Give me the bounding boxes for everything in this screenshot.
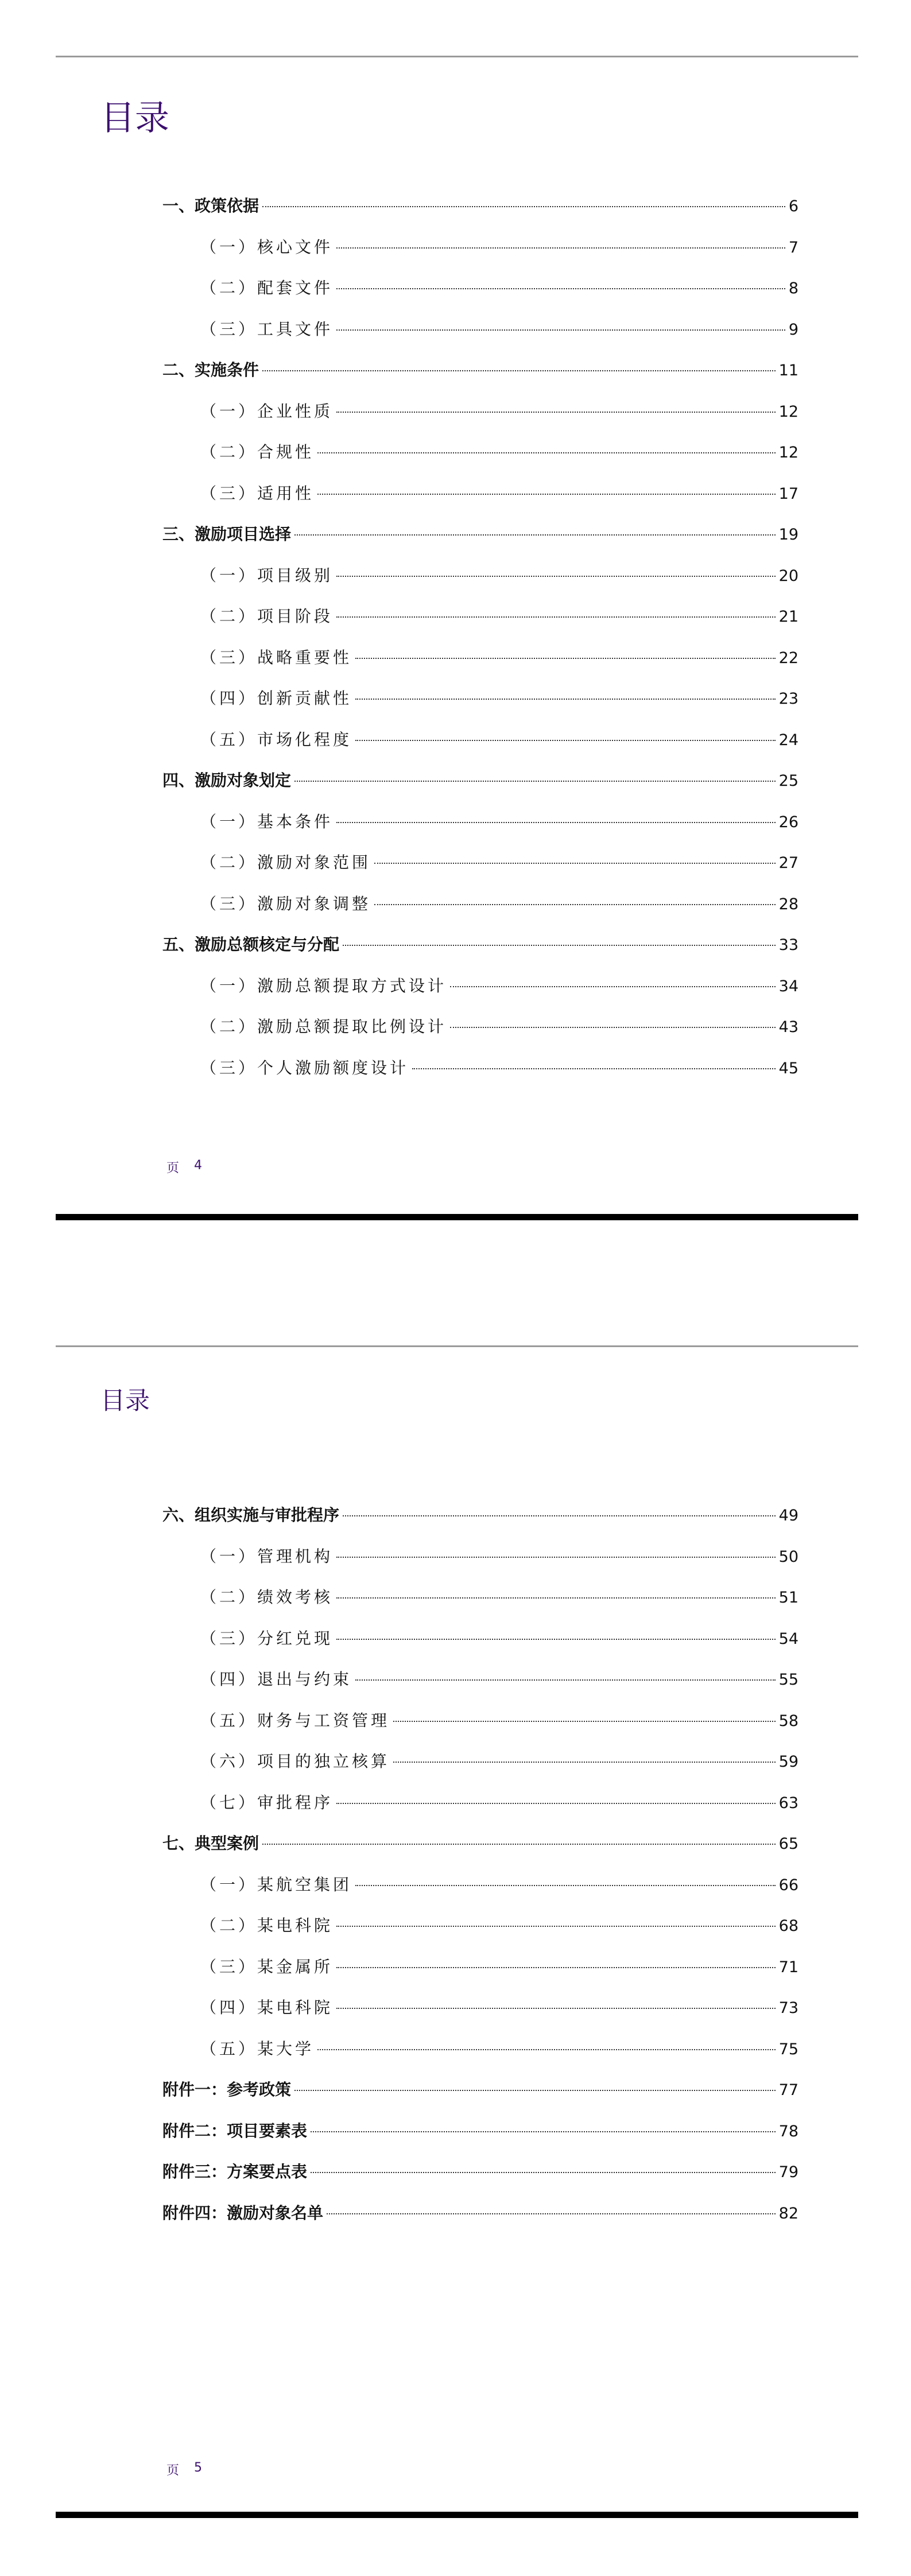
toc-entry[interactable] — [162, 522, 798, 563]
toc-entry-page-number: 8 — [788, 280, 798, 297]
toc-entry-title: 七、典型案例 — [162, 1834, 259, 1853]
toc-entry-page-number: 54 — [778, 1630, 798, 1648]
toc-entry[interactable] — [162, 1995, 798, 2036]
toc-entry-title: （二）激励对象范围 — [200, 853, 371, 872]
toc-entry-title: （四）创新贡献性 — [200, 689, 352, 708]
toc-dot-leader — [336, 822, 776, 823]
toc-entry[interactable] — [162, 1708, 798, 1749]
toc-dot-leader — [355, 699, 776, 700]
toc-entry-page-number: 78 — [778, 2122, 798, 2140]
toc-dot-leader — [311, 2172, 776, 2173]
toc-entry-page-number: 26 — [778, 813, 798, 831]
toc-entry-title: （一）激励总额提取方式设计 — [200, 976, 447, 995]
toc-dot-leader — [262, 206, 785, 207]
toc-entry-title: （二）激励总额提取比例设计 — [200, 1017, 447, 1036]
toc-entry-title: 五、激励总额核定与分配 — [162, 935, 340, 954]
toc-entry[interactable] — [162, 2119, 798, 2160]
toc-entry-title: （六）项目的独立核算 — [200, 1752, 390, 1771]
footer-page-label: 页 — [166, 1161, 180, 1176]
toc-entry-page-number: 27 — [778, 854, 798, 872]
toc-dot-leader — [336, 1639, 776, 1640]
toc-dot-leader — [317, 2049, 776, 2050]
page-footer — [166, 2461, 202, 2478]
toc-entry[interactable] — [162, 973, 798, 1015]
toc-entry[interactable] — [162, 399, 798, 440]
toc-entry-page-number: 25 — [778, 772, 798, 790]
toc-entry-page-number: 49 — [778, 1507, 798, 1524]
toc-entry[interactable] — [162, 1749, 798, 1790]
toc-dot-leader — [294, 781, 776, 782]
toc-dot-leader — [355, 658, 776, 659]
toc-dot-leader — [317, 452, 776, 453]
toc-entry-title: 附件四：激励对象名单 — [162, 2203, 324, 2222]
toc-entry[interactable] — [162, 2077, 798, 2119]
toc-entry-page-number: 58 — [778, 1712, 798, 1730]
toc-entry-title: （四）某电科院 — [200, 1998, 334, 2017]
toc-entry-page-number: 12 — [778, 402, 798, 421]
toc-list — [162, 1503, 798, 2241]
toc-dot-leader — [450, 1027, 776, 1028]
toc-entry-title: 附件二：项目要素表 — [162, 2121, 308, 2140]
toc-entry-title: （三）个人激励额度设计 — [200, 1058, 409, 1077]
toc-entry-title: （一）基本条件 — [200, 812, 334, 831]
toc-entry-title: 四、激励对象划定 — [162, 771, 292, 790]
toc-entry[interactable] — [162, 1954, 798, 1996]
toc-entry[interactable] — [162, 2036, 798, 2078]
toc-entry-page-number: 6 — [788, 197, 798, 215]
toc-dot-leader — [294, 2090, 776, 2091]
toc-entry[interactable] — [162, 768, 798, 809]
toc-entry[interactable] — [162, 1872, 798, 1914]
toc-entry-page-number: 82 — [778, 2204, 798, 2222]
toc-dot-leader — [355, 1885, 776, 1886]
page-bottom-rule — [56, 1214, 858, 1220]
toc-entry-title: 三、激励项目选择 — [162, 525, 292, 544]
toc-entry-title: 附件三：方案要点表 — [162, 2162, 308, 2181]
toc-entry-title: （一）核心文件 — [200, 237, 334, 257]
toc-entry-title: （五）市场化程度 — [200, 730, 352, 749]
toc-entry[interactable] — [162, 317, 798, 358]
toc-entry-title: （三）战略重要性 — [200, 647, 352, 667]
page-top-rule — [56, 56, 858, 57]
toc-entry-page-number: 12 — [778, 444, 798, 461]
toc-dot-leader — [336, 412, 776, 413]
toc-entry-title: （三）某金属所 — [200, 1957, 334, 1976]
toc-entry-page-number: 11 — [778, 362, 798, 379]
toc-entry-title: 附件一：参考政策 — [162, 2080, 292, 2099]
toc-entry-title: （一）管理机构 — [200, 1546, 334, 1566]
toc-dot-leader — [374, 904, 776, 905]
toc-dot-leader — [336, 1967, 776, 1968]
toc-entry-title: （五）财务与工资管理 — [200, 1710, 390, 1730]
toc-entry-page-number: 79 — [778, 2163, 798, 2181]
toc-dot-leader — [393, 1762, 776, 1763]
toc-dot-leader — [374, 863, 776, 864]
toc-entry-title: （二）某电科院 — [200, 1916, 334, 1935]
toc-entry-page-number: 17 — [778, 484, 798, 503]
toc-dot-leader — [311, 2131, 776, 2132]
toc-entry-page-number: 66 — [778, 1876, 798, 1894]
toc-entry[interactable] — [162, 727, 798, 769]
toc-entry-page-number: 75 — [778, 2040, 798, 2058]
footer-page-number: 4 — [194, 1158, 203, 1173]
page-top-rule — [56, 1345, 858, 1347]
toc-dot-leader — [336, 1557, 776, 1558]
toc-entry-page-number: 21 — [778, 608, 798, 626]
toc-entry-page-number: 22 — [778, 649, 798, 667]
toc-dot-leader — [355, 1679, 776, 1681]
footer-page-label: 页 — [166, 2464, 180, 2478]
toc-entry[interactable] — [162, 235, 798, 276]
toc-entry-title: （三）适用性 — [200, 483, 315, 503]
toc-entry[interactable] — [162, 2201, 798, 2242]
toc-list — [162, 193, 798, 1096]
toc-entry-page-number: 43 — [778, 1018, 798, 1036]
toc-entry[interactable] — [162, 1503, 798, 1544]
toc-entry-page-number: 20 — [778, 567, 798, 585]
toc-dot-leader — [412, 1068, 776, 1069]
toc-entry[interactable] — [162, 1585, 798, 1626]
toc-heading: 目录 — [100, 1387, 150, 1415]
toc-entry-page-number: 73 — [778, 1999, 798, 2017]
toc-entry[interactable] — [162, 1014, 798, 1056]
toc-entry-page-number: 50 — [778, 1547, 798, 1566]
toc-dot-leader — [294, 534, 776, 536]
toc-entry[interactable] — [162, 440, 798, 481]
footer-page-number: 5 — [194, 2461, 203, 2475]
toc-entry-title: （二）项目阶段 — [200, 607, 334, 626]
page-footer — [166, 1158, 202, 1176]
toc-entry-title: （二）配套文件 — [200, 278, 334, 297]
toc-entry-page-number: 55 — [778, 1671, 798, 1689]
toc-dot-leader — [336, 329, 785, 331]
toc-entry-page-number: 63 — [778, 1794, 798, 1812]
toc-entry-title: 一、政策依据 — [162, 196, 259, 215]
toc-entry[interactable] — [162, 1790, 798, 1832]
toc-entry[interactable] — [162, 2159, 798, 2201]
toc-dot-leader — [336, 1597, 776, 1599]
toc-entry-page-number: 23 — [778, 690, 798, 708]
toc-entry[interactable] — [162, 193, 798, 235]
toc-entry-page-number: 33 — [778, 936, 798, 954]
toc-entry[interactable] — [162, 1544, 798, 1585]
toc-dot-leader — [336, 2008, 776, 2009]
toc-entry-page-number: 45 — [778, 1059, 798, 1077]
toc-entry[interactable] — [162, 891, 798, 933]
toc-entry-page-number: 77 — [778, 2081, 798, 2099]
toc-entry[interactable] — [162, 358, 798, 399]
toc-entry[interactable] — [162, 850, 798, 891]
toc-dot-leader — [336, 288, 785, 289]
toc-entry-page-number: 71 — [778, 1958, 798, 1976]
toc-dot-leader — [262, 1844, 776, 1845]
toc-entry-title: （三）激励对象调整 — [200, 894, 371, 913]
toc-entry-title: （五）某大学 — [200, 2039, 315, 2058]
toc-entry-page-number: 28 — [778, 895, 798, 913]
toc-entry-title: （三）工具文件 — [200, 319, 334, 339]
toc-dot-leader — [317, 494, 776, 495]
toc-entry[interactable] — [162, 1913, 798, 1954]
toc-dot-leader — [450, 986, 776, 987]
toc-dot-leader — [336, 1926, 776, 1927]
document-page-5 — [0, 1288, 911, 2576]
toc-dot-leader — [393, 1721, 776, 1722]
toc-entry-title: （二）合规性 — [200, 443, 315, 461]
toc-entry-title: （一）企业性质 — [200, 401, 334, 421]
toc-entry[interactable] — [162, 645, 798, 686]
toc-entry[interactable] — [162, 481, 798, 522]
toc-entry-page-number: 9 — [788, 320, 798, 339]
toc-entry-page-number: 24 — [778, 731, 798, 749]
toc-entry-title: （二）绩效考核 — [200, 1588, 334, 1607]
toc-entry[interactable] — [162, 932, 798, 973]
toc-entry[interactable] — [162, 1056, 798, 1097]
toc-entry-title: 六、组织实施与审批程序 — [162, 1506, 340, 1524]
toc-entry-title: （一）项目级别 — [200, 565, 334, 585]
toc-entry[interactable] — [162, 276, 798, 317]
toc-dot-leader — [336, 247, 785, 249]
toc-entry-page-number: 68 — [778, 1917, 798, 1935]
toc-entry-title: 二、实施条件 — [162, 360, 259, 379]
toc-entry-page-number: 65 — [778, 1835, 798, 1853]
toc-dot-leader — [336, 576, 776, 577]
toc-dot-leader — [262, 370, 776, 371]
toc-entry[interactable] — [162, 1667, 798, 1708]
toc-entry-title: （七）审批程序 — [200, 1793, 334, 1812]
toc-entry[interactable] — [162, 604, 798, 645]
toc-entry-page-number: 59 — [778, 1753, 798, 1771]
toc-entry[interactable] — [162, 563, 798, 604]
toc-dot-leader — [343, 1515, 776, 1516]
toc-entry[interactable] — [162, 1626, 798, 1667]
toc-entry-page-number: 19 — [778, 526, 798, 544]
toc-entry[interactable] — [162, 1831, 798, 1872]
toc-entry-page-number: 51 — [778, 1589, 798, 1607]
toc-entry-page-number: 34 — [778, 977, 798, 995]
toc-entry-page-number: 7 — [788, 238, 798, 257]
toc-dot-leader — [336, 1803, 776, 1804]
toc-dot-leader — [327, 2213, 776, 2214]
toc-entry-title: （三）分红兑现 — [200, 1628, 334, 1648]
toc-entry-title: （四）退出与约束 — [200, 1670, 352, 1689]
toc-entry[interactable] — [162, 686, 798, 727]
toc-entry[interactable] — [162, 809, 798, 851]
toc-dot-leader — [355, 740, 776, 741]
toc-dot-leader — [336, 616, 776, 618]
toc-dot-leader — [343, 945, 776, 946]
page-bottom-rule — [56, 2512, 858, 2518]
toc-heading: 目录 — [100, 98, 169, 138]
toc-entry-title: （一）某航空集团 — [200, 1875, 352, 1894]
